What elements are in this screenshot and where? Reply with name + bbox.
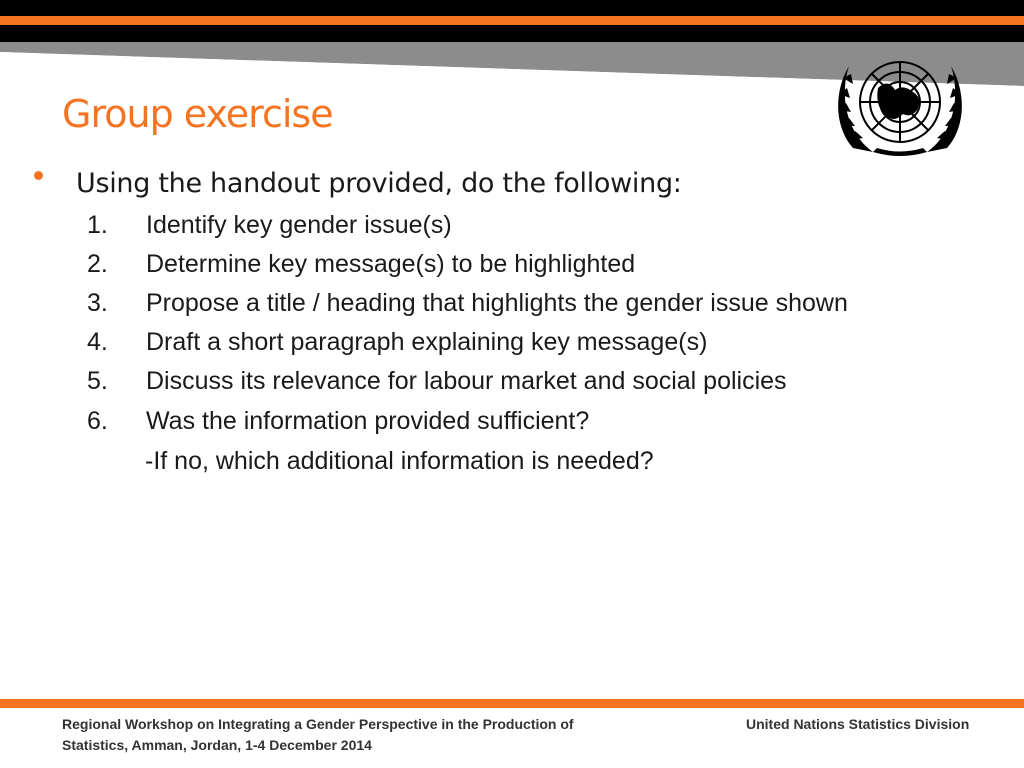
step-text: Determine key message(s) to be highlighted (146, 250, 636, 278)
step-number: 4. (87, 328, 108, 356)
step-text: Draft a short paragraph explaining key message(s) (146, 328, 708, 356)
step-item (0, 367, 1024, 401)
un-emblem-icon (833, 48, 967, 160)
step-number: 2. (87, 250, 108, 278)
step-text: Propose a title / heading that highlights the gender issue shown (146, 289, 848, 317)
slide-title: Group exercise (62, 92, 333, 136)
step-text: Discuss its relevance for labour market and social policies (146, 367, 787, 395)
header-bar-orange (0, 16, 1024, 25)
sub-note: -If no, which additional information is needed? (145, 447, 654, 475)
step-number: 5. (87, 367, 108, 395)
footer-organization-text: United Nations Statistics Division (746, 716, 970, 732)
step-item (0, 250, 1024, 284)
step-number: 1. (87, 211, 108, 239)
step-number: 6. (87, 407, 108, 435)
step-text: Identify key gender issue(s) (146, 211, 452, 239)
step-number: 3. (87, 289, 108, 317)
footer-bar-orange (0, 699, 1024, 708)
step-item (0, 211, 1024, 245)
step-item (0, 407, 1024, 441)
step-item (0, 328, 1024, 362)
step-text: Was the information provided sufficient? (146, 407, 590, 435)
header-bar-bottom (0, 25, 1024, 42)
step-item (0, 289, 1024, 323)
bullet-text: Using the handout provided, do the following: (76, 168, 682, 199)
bullet-dot-icon (34, 171, 43, 180)
footer-event-text: Regional Workshop on Integrating a Gender Perspective in the Production of Statistics, Amman, Jordan, 1-4 December 2014 (62, 716, 574, 753)
header-bar-top (0, 0, 1024, 16)
